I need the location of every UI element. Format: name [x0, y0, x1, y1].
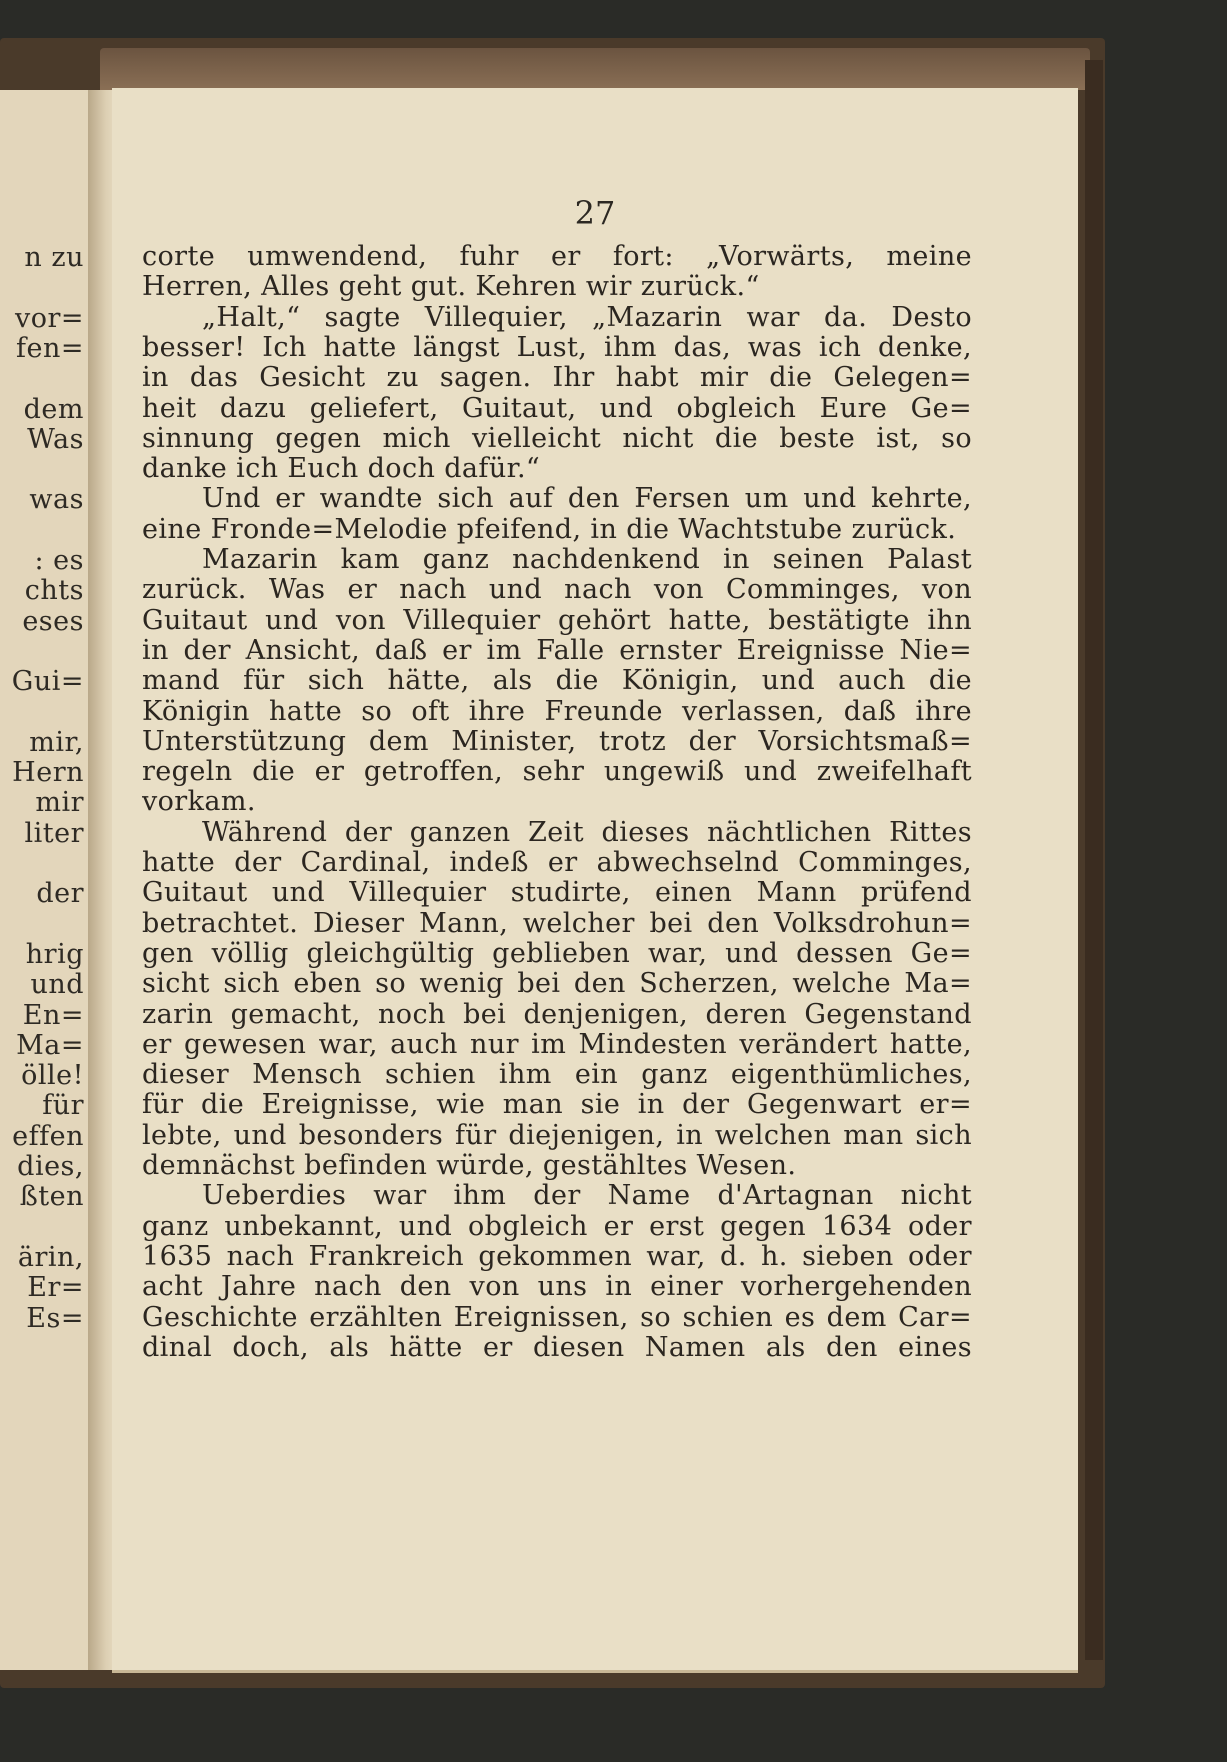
book-spine-edge [1085, 60, 1103, 1660]
previous-page-line: ölle! [21, 1060, 84, 1092]
previous-page-line: Ma= [16, 1029, 84, 1061]
text-line: Geschichte erzählten Ereignissen, so schien es dem Car= [142, 1301, 972, 1333]
previous-page-line: En= [22, 999, 84, 1031]
page-number: 27 [574, 194, 616, 232]
previous-page-line: vor= [14, 302, 84, 334]
previous-page-line: ärin, [17, 1241, 84, 1273]
previous-page-line: n zu [24, 242, 84, 273]
previous-page-line: Hern [12, 757, 84, 789]
text-line: sinnung gegen mich vielleicht nicht die beste ist, so [142, 422, 972, 454]
previous-page-line: was [29, 484, 84, 516]
previous-page-line: dem [23, 393, 84, 425]
text-line: Guitaut und Villequier studirte, einen Mann prüfend [142, 877, 972, 909]
book-page [112, 88, 1078, 1673]
text-line: betrachtet. Dieser Mann, welcher bei den Volksdrohun= [142, 907, 972, 939]
text-line: lebte, und besonders für diejenigen, in welchen man sich [142, 1119, 972, 1151]
text-line: Guitaut und von Villequier gehört hatte, bestätigte ihn [142, 604, 972, 636]
text-line: mand für sich hätte, als die Königin, und auch die [142, 665, 972, 697]
text-line: zurück. Was er nach und nach von Comminges, von [142, 574, 972, 606]
text-line: „Halt,“ sagte Villequier, „Mazarin war da. Desto [202, 301, 972, 333]
text-line: heit dazu geliefert, Guitaut, und obgleich Eure Ge= [142, 392, 972, 424]
previous-page-line: : es [34, 545, 84, 576]
text-line: dinal doch, als hätte er diesen Namen als den eines [142, 1331, 972, 1363]
text-line: regeln die er getroffen, sehr ungewiß und zweifelhaft [142, 756, 972, 788]
previous-page-line: effen [12, 1120, 84, 1152]
text-line: Ueberdies war ihm der Name d'Artagnan nicht [202, 1180, 972, 1212]
previous-page-line: dies, [17, 1151, 84, 1182]
text-line: 1635 nach Frankreich gekommen war, d. h. sieben oder [142, 1240, 972, 1272]
text-line: Während der ganzen Zeit dieses nächtlichen Rittes [202, 816, 972, 848]
text-line: sicht sich eben so wenig bei den Scherzen, welche Ma= [142, 968, 972, 1000]
previous-page-line: fen= [16, 332, 84, 364]
text-line: vorkam. [142, 786, 256, 818]
previous-page-line: eses [22, 605, 84, 637]
previous-page-line: mir [35, 787, 84, 819]
text-line: Unterstützung dem Minister, trotz der Vorsichtsmaß= [142, 725, 972, 757]
previous-page-line: liter [24, 817, 84, 849]
text-line: corte umwendend, fuhr er fort: „Vorwärts, meine [142, 241, 972, 272]
previous-page-line: ßten [19, 1181, 84, 1213]
text-line: eine Fronde=Melodie pfeifend, in die Wachtstube zurück. [142, 513, 957, 545]
previous-page-line: Was [27, 423, 84, 455]
previous-page [0, 90, 94, 1670]
text-line: ganz unbekannt, und obgleich er erst gegen 1634 oder [142, 1210, 972, 1242]
text-line: Herren, Alles geht gut. Kehren wir zurück.“ [142, 271, 760, 303]
text-line: besser! Ich hatte längst Lust, ihm das, was ich denke, [142, 331, 972, 363]
previous-page-line: für [42, 1090, 84, 1122]
text-line: Königin hatte so oft ihre Freunde verlassen, daß ihre [142, 695, 972, 727]
text-line: Und er wandte sich auf den Fersen um und kehrte, [202, 483, 972, 515]
text-line: er gewesen war, auch nur im Mindesten verändert hatte, [142, 1028, 972, 1060]
previous-page-line: der [36, 878, 84, 910]
text-line: dieser Mensch schien ihm ein ganz eigenthümliches, [142, 1059, 972, 1091]
text-line: für die Ereignisse, wie man sie in der Gegenwart er= [142, 1089, 972, 1121]
text-line: in der Ansicht, daß er im Falle ernster Ereignisse Nie= [142, 634, 972, 666]
previous-page-line: und [30, 969, 84, 1001]
text-line: in das Gesicht zu sagen. Ihr habt mir die Gelegen= [142, 362, 972, 394]
text-line: acht Jahre nach den von uns in einer vorhergehenden [142, 1271, 972, 1303]
previous-page-line: hrig [25, 938, 84, 970]
previous-page-line: Es= [26, 1302, 84, 1334]
previous-page-line: mir, [29, 726, 84, 758]
previous-page-line: Er= [27, 1272, 84, 1304]
text-line: Mazarin kam ganz nachdenkend in seinen Palast [202, 544, 972, 575]
text-line: hatte der Cardinal, indeß er abwechselnd Comminges, [142, 847, 972, 878]
previous-page-line: chts [24, 575, 84, 607]
book-top-edge [100, 48, 1090, 90]
previous-page-line: Gui= [11, 666, 84, 698]
text-line: gen völlig gleichgültig geblieben war, und dessen Ge= [142, 937, 972, 969]
text-line: demnächst befinden würde, gestähltes Wesen. [142, 1150, 797, 1181]
text-line: zarin gemacht, noch bei denjenigen, deren Gegenstand [142, 998, 972, 1030]
text-line: danke ich Euch doch dafür.“ [142, 453, 541, 485]
